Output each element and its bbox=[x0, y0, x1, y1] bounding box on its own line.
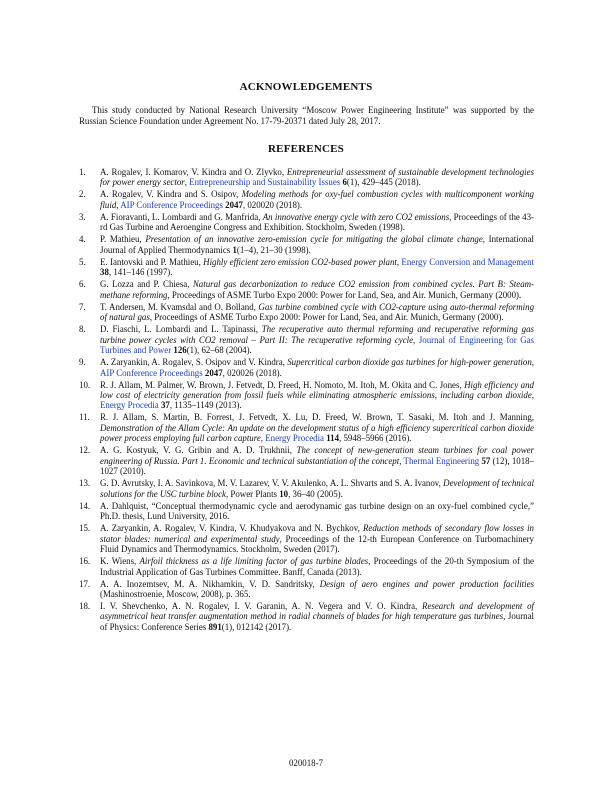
reference-text: I. V. Shevchenko, A. N. Rogalev, I. V. Garanin, A. N. Vegera and V. O. Kindra, bbox=[100, 600, 423, 611]
reference-text: , Proceedings of ASME Turbo Expo 2000: Power for Land, Sea, and Air. Munich, Germany (2000). bbox=[149, 312, 504, 323]
reference-item bbox=[79, 357, 534, 378]
reference-text: (12), 1018–1027 (2010). bbox=[100, 455, 535, 477]
reference-text: K. Wiens, bbox=[100, 556, 140, 567]
reference-text: , bbox=[116, 199, 121, 210]
reference-number: 1. bbox=[79, 167, 86, 177]
journal-link[interactable]: AIP Conference Proceedings bbox=[100, 367, 203, 378]
reference-title: The recuperative auto thermal reforming and recuperative reforming gas turbine power cycles with CO2 removal – Part II: The recuperative reforming cycle bbox=[100, 324, 534, 345]
reference-text: D. Fiaschi, L. Lombardi and L. Tapinassi, bbox=[100, 324, 262, 335]
reference-text: R. J. Allam, S. Martin, B. Forrest, J. Fetvedt, X. Lu, D. Freed, W. Brown, T. Sasaki, M. Itoh and J. Manning, bbox=[100, 412, 534, 423]
reference-number: 4. bbox=[79, 234, 86, 245]
reference-title: Reduction methods of secondary flow losses in stator blades: numerical and experimental study bbox=[100, 523, 534, 544]
reference-volume: 2047 bbox=[225, 199, 243, 210]
reference-text: , Journal of Physics: Conference Series bbox=[100, 611, 534, 632]
journal-link[interactable]: Energy Conversion and Management bbox=[401, 256, 534, 267]
reference-title: Research and development of asymmetrical heat transfer augmentation method in radial channels of blades for high temperature gas turbines bbox=[100, 600, 534, 622]
reference-number: 2. bbox=[79, 189, 86, 200]
reference-number: 16. bbox=[79, 556, 91, 567]
journal-link[interactable]: Thermal Engineering bbox=[403, 455, 480, 466]
reference-volume: 1 bbox=[232, 244, 237, 255]
journal-link[interactable]: AIP Conference Proceedings bbox=[120, 199, 223, 210]
reference-title: Gas turbine combined cycle with CO2-capture using auto-thermal reforming of natural gas bbox=[100, 301, 535, 323]
reference-text: , International Journal of Applied Thermodynamics bbox=[100, 234, 534, 255]
reference-volume: 2047 bbox=[204, 367, 223, 378]
reference-volume: 6 bbox=[342, 177, 347, 188]
reference-item bbox=[79, 478, 534, 499]
reference-text: A. Zaryankin, A. Rogalev, V. Kindra, V. Khudyakova and N. Bychkov, bbox=[100, 523, 363, 534]
reference-item bbox=[79, 189, 534, 210]
reference-title: The concept of new-generation steam turbines for coal power engineering of Russia. Part 1. Economic and technical substantiation of the concept bbox=[100, 445, 535, 466]
reference-text: (1–4), 21–30 (1998). bbox=[236, 244, 311, 255]
reference-item bbox=[79, 279, 534, 300]
reference-text: , 020026 (2018). bbox=[222, 367, 282, 378]
reference-text: , bbox=[413, 334, 419, 345]
reference-item bbox=[79, 601, 534, 632]
reference-number: 15. bbox=[79, 523, 91, 534]
reference-text: T. Andersen, M. Kvamsdal and O. Bolland, bbox=[100, 301, 259, 312]
reference-text: (1), 429–445 (2018). bbox=[346, 177, 421, 188]
reference-title: Natural gas decarbonization to reduce CO2 emission from combined cycles. Part B: Steam-methane reforming bbox=[100, 279, 534, 300]
reference-number: 14. bbox=[79, 500, 91, 511]
reference-text: (1), 62–68 (2004). bbox=[186, 345, 252, 356]
reference-number: 6. bbox=[79, 279, 86, 290]
reference-title: Modeling methods for oxy-fuel combustion cycles with multicomponent working fluid bbox=[100, 189, 534, 210]
journal-link[interactable]: Energy Procedia bbox=[265, 433, 324, 444]
reference-text: , bbox=[184, 177, 190, 188]
reference-number: 10. bbox=[79, 379, 91, 390]
reference-number: 18. bbox=[79, 600, 91, 611]
reference-text: , 020020 (2018). bbox=[242, 199, 303, 210]
reference-text: , 1135–1149 (2013). bbox=[169, 400, 242, 411]
reference-item bbox=[79, 412, 534, 443]
reference-text: G. Lozza and P. Chiesa, bbox=[100, 279, 193, 290]
references-heading: REFERENCES bbox=[268, 143, 344, 155]
reference-item bbox=[79, 212, 534, 233]
reference-item bbox=[79, 234, 534, 255]
reference-text: , Proceedings of the 12-th European Conference on Turbomachinery Fluid Dynamics and Thermodynamics. Stockholm, Sweden (2017). bbox=[100, 533, 534, 555]
reference-text: , bbox=[399, 455, 404, 466]
reference-number: 17. bbox=[79, 578, 91, 589]
reference-number: 3. bbox=[79, 211, 86, 222]
reference-text: R. J. Allam, M. Palmer, W. Brown, J. Fetvedt, D. Freed, H. Nomoto, M. Itoh, M. Okita and C. Jones, bbox=[100, 379, 465, 390]
reference-text: (1), 012142 (2017). bbox=[221, 621, 292, 632]
reference-item bbox=[79, 324, 534, 355]
reference-text: , Proceedings of the 43-rd Gas Turbine and Aeroengine Congress and Exhibition. Stockholm, Sweden (1998). bbox=[100, 211, 534, 233]
reference-title: An innovative energy cycle with zero CO2 emissions bbox=[262, 211, 450, 222]
page-number: 020018-7 bbox=[288, 758, 324, 768]
reference-title: High efficiency and low cost of electricity generation from fossil fuels while eliminating atmospheric emissions, including carbon dioxide bbox=[100, 379, 534, 400]
reference-volume: 891 bbox=[208, 621, 222, 632]
reference-text: A. A. Inozemtsev, M. A. Nikhamkin, V. D. Sandritsky, bbox=[100, 578, 320, 589]
reference-volume: 10 bbox=[279, 488, 289, 499]
reference-text: , Proceedings of ASME Turbo Expo 2000: Power for Land, Sea, and Air. Munich, Germany (2000). bbox=[167, 289, 522, 300]
reference-text: E. Iantovski and P. Mathieu, bbox=[100, 256, 204, 267]
reference-item bbox=[79, 501, 534, 522]
reference-text: , bbox=[396, 256, 402, 267]
reference-item bbox=[79, 167, 534, 188]
reference-text: , bbox=[531, 357, 534, 368]
reference-text: A. G. Kostyuk, V. G. Gribin and A. D. Trukhnii, bbox=[100, 445, 297, 456]
reference-item bbox=[79, 302, 534, 323]
reference-title: Design of aero engines and power production facilities bbox=[319, 578, 535, 589]
reference-text: A. Zaryankin, A. Rogalev, S. Osipov and V. Kindra, bbox=[100, 357, 288, 368]
reference-number: 8. bbox=[79, 324, 86, 335]
reference-title: Demonstration of the Allam Cycle: An update on the development status of a high efficiency supercritical carbon dioxide power process employing full carbon capture bbox=[100, 422, 534, 444]
reference-volume: 38 bbox=[100, 267, 109, 278]
reference-volume: 114 bbox=[326, 433, 340, 444]
reference-text: A. Fioravanti, L. Lombardi and G. Manfrida, bbox=[100, 211, 263, 222]
reference-text: A. Rogalev, I. Komarov, V. Kindra and O. Zlyvko, bbox=[100, 167, 287, 177]
reference-text: , Proceedings of the 20-th Symposium of the Industrial Application of Gas Turbines Committee. Banff, Canada (2013). bbox=[100, 556, 534, 577]
reference-title: Airfoil thickness as a life limiting factor of gas turbine blades bbox=[139, 556, 369, 567]
reference-item bbox=[79, 380, 534, 411]
reference-text: G. D. Avrutsky, I. A. Savinkova, M. V. Lazarev, V. V. Akulenko, A. L. Shvarts and S. A. Ivanov, bbox=[100, 478, 444, 489]
reference-item bbox=[79, 523, 534, 554]
reference-text: , bbox=[260, 433, 266, 444]
reference-title: Supercritical carbon dioxide gas turbines for high-power generation bbox=[287, 357, 532, 368]
reference-text: P. Mathieu, bbox=[100, 234, 146, 245]
reference-number: 11. bbox=[79, 412, 90, 423]
reference-item bbox=[79, 257, 534, 278]
reference-volume: 57 bbox=[481, 455, 491, 466]
references-list bbox=[79, 167, 534, 634]
reference-text: , 5948–5966 (2016). bbox=[339, 433, 412, 444]
journal-link[interactable]: Journal of Engineering for Gas Turbines and Power bbox=[100, 334, 535, 356]
reference-item bbox=[79, 579, 534, 600]
reference-text: , bbox=[531, 389, 534, 400]
reference-text: A. Dahlquist, “Conceptual thermodynamic cycle and aerodynamic gas turbine design on an oxy-fuel combined cycle,” Ph.D. thesis, Lund University, 2016. bbox=[100, 500, 534, 522]
reference-volume: 37 bbox=[160, 400, 170, 411]
journal-link[interactable]: Entrepreneurship and Sustainability Issues bbox=[189, 177, 341, 188]
reference-item bbox=[79, 556, 534, 577]
acknowledgements-text: This study conducted by National Research University “Moscow Power Engineering Institute” was supported by the Russian Science Foundation under Agreement No. 17-79-20371 dated July 28, 2017. bbox=[79, 105, 534, 127]
reference-volume: 126 bbox=[173, 345, 187, 356]
reference-text: A. Rogalev, V. Kindra and S. Osipov, bbox=[100, 189, 242, 200]
reference-number: 13. bbox=[79, 478, 91, 489]
reference-text: , 36–40 (2005). bbox=[288, 488, 343, 499]
acknowledgements-heading: ACKNOWLEDGEMENTS bbox=[239, 81, 373, 93]
reference-title: Presentation of an innovative zero-emission cycle for mitigating the global climate change bbox=[145, 234, 483, 245]
reference-title: Development of technical solutions for the USC turbine block bbox=[100, 478, 535, 499]
reference-item bbox=[79, 445, 534, 476]
reference-text: , Power Plants bbox=[225, 488, 280, 499]
journal-link[interactable]: Energy Procedia bbox=[100, 400, 159, 411]
reference-text: (Mashinostroenie, Moscow, 2008), p. 365. bbox=[100, 588, 251, 599]
reference-number: 5. bbox=[79, 256, 86, 267]
reference-title: Highly efficient zero emission CO2-based power plant bbox=[203, 256, 397, 267]
reference-text: , 141–146 (1997). bbox=[108, 267, 173, 278]
reference-title: Entrepreneurial assessment of sustainable development technologies for power energy sector bbox=[100, 167, 534, 188]
reference-number: 7. bbox=[79, 301, 86, 312]
reference-number: 12. bbox=[79, 445, 91, 456]
reference-number: 9. bbox=[79, 357, 86, 368]
